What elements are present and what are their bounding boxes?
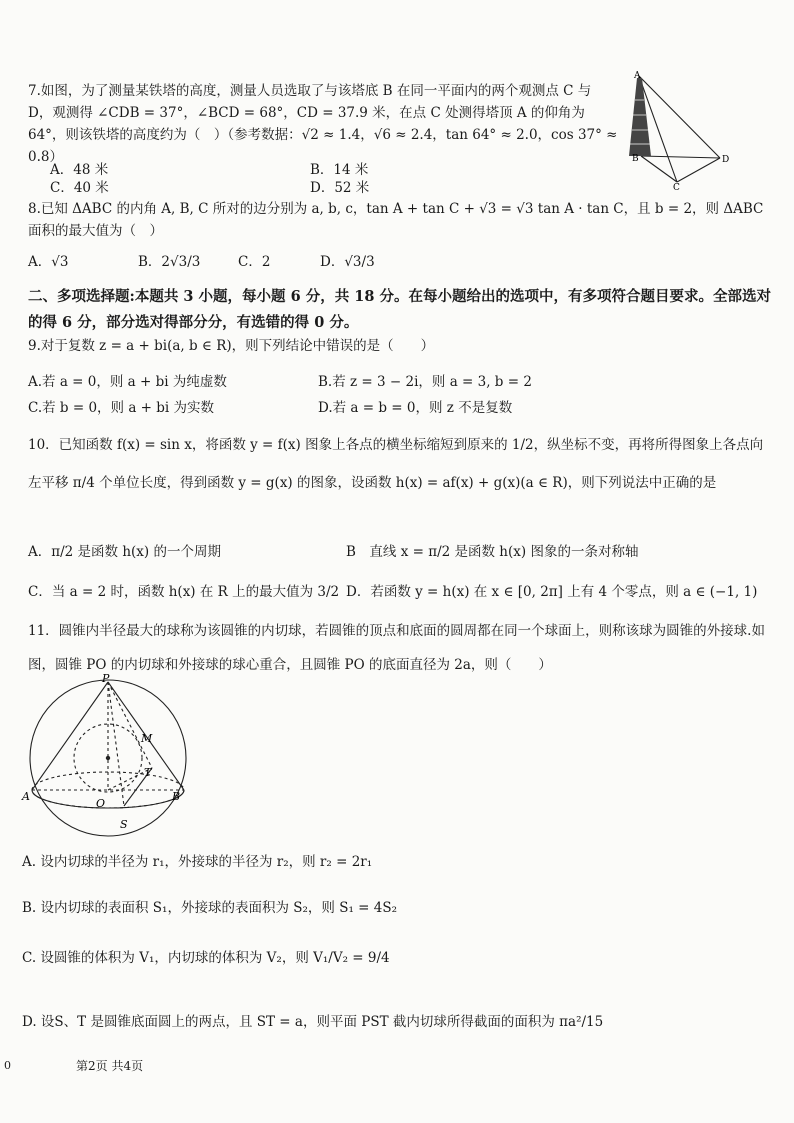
- question-11-text: 11．圆锥内半径最大的球称为该圆锥的内切球，若圆锥的顶点和底面的圆周都在同一个球面上，则称该球为圆锥的外接球.如图，圆锥 PO 的内切球和外接球的球心重合，且圆锥 PO 的底面直径为 2a，则（ ）: [28, 623, 765, 673]
- q8-option-a[interactable]: A．√3: [28, 254, 69, 270]
- cone-label-p: P: [102, 672, 110, 685]
- q10-option-d[interactable]: D．若函数 y = h(x) 在 x ∈ [0, 2π] 上有 4 个零点，则 a ∈ (−1, 1): [346, 584, 758, 600]
- page-number: 第2页 共4页: [76, 1059, 144, 1073]
- q10-option-a[interactable]: A．π/2 是函数 h(x) 的一个周期: [28, 544, 221, 560]
- q11-option-a[interactable]: A. 设内切球的半径为 r₁，外接球的半径为 r₂，则 r₂ = 2r₁: [22, 854, 373, 870]
- corner-mark: 0: [4, 1059, 11, 1072]
- q9-option-b[interactable]: B.若 z = 3 − 2i，则 a = 3, b = 2: [318, 374, 532, 390]
- section-2-heading: 二、多项选择题:本题共 3 小题，每小题 6 分，共 18 分。在每小题给出的选项中，有多项符合题目要求。全部选对的得 6 分，部分选对得部分分，有选错的得 0 分。: [28, 288, 771, 331]
- cone-label-m: M: [141, 732, 153, 745]
- q7-option-d[interactable]: D．52 米: [310, 180, 370, 196]
- tower-figure: [615, 70, 745, 190]
- question-7-text: 7.如图，为了测量某铁塔的高度，测量人员选取了与该塔底 B 在同一平面内的两个观测点 C 与 D，观测得 ∠CDB = 37°，∠BCD = 68°，CD = 37.9 米，在点 C 处测得塔顶 A 的仰角为 64°，则该铁塔的高度约为（ ）（参考数据：√2 ≈ 1.4，√6 ≈ 2.4，tan 64° ≈ 2.0，cos 37° ≈ 0.8）: [28, 83, 618, 165]
- q11-option-d[interactable]: D. 设S、T 是圆锥底面圆上的两点，且 ST = a，则平面 PST 截内切球所得截面的面积为 πa²/15: [22, 1014, 604, 1030]
- question-9-text: 9.对于复数 z = a + bi(a, b ∈ R)，则下列结论中错误的是（ ）: [28, 338, 435, 354]
- q8-option-d[interactable]: D．√3/3: [320, 254, 375, 270]
- q9-option-c[interactable]: C.若 b = 0，则 a + bi 为实数: [28, 400, 215, 416]
- tower-label-d: D: [722, 155, 730, 165]
- cone-label-o: O: [96, 797, 106, 810]
- q9-option-d[interactable]: D.若 a = b = 0，则 z 不是复数: [318, 400, 513, 416]
- question-8-text: 8.已知 ΔABC 的内角 A, B, C 所对的边分别为 a, b, c，tan A + tan C + √3 = √3 tan A · tan C，且 b = 2，则 ΔABC 面积的最大值为（ ）: [28, 201, 764, 239]
- question-10-text: 10．已知函数 f(x) = sin x，将函数 y = f(x) 图象上各点的横坐标缩短到原来的 1/2，纵坐标不变，再将所得图象上各点向左平移 π/4 个单位长度，得到函数 y = g(x) 的图象，设函数 h(x) = af(x) + g(x)(a ∈ R)，则下列说法中正确的是: [28, 437, 764, 491]
- q7-option-c[interactable]: C．40 米: [50, 180, 109, 196]
- tower-label-b: B: [632, 154, 639, 164]
- q9-option-a[interactable]: A.若 a = 0，则 a + bi 为纯虚数: [28, 374, 227, 390]
- tower-label-a: A: [634, 71, 641, 81]
- cone-label-t: T: [144, 766, 152, 779]
- cone-label-b: B: [172, 790, 181, 803]
- q11-option-b[interactable]: B. 设内切球的表面积 S₁，外接球的表面积为 S₂，则 S₁ = 4S₂: [22, 900, 398, 916]
- cone-label-a: A: [22, 790, 30, 803]
- q8-option-b[interactable]: B．2√3/3: [138, 254, 201, 270]
- q7-option-b[interactable]: B．14 米: [310, 162, 369, 178]
- q7-option-a[interactable]: A．48 米: [50, 162, 109, 178]
- cone-label-s: S: [120, 818, 128, 831]
- q8-option-c[interactable]: C．2: [238, 254, 271, 270]
- tower-label-c: C: [673, 183, 680, 190]
- q11-option-c[interactable]: C. 设圆锥的体积为 V₁，内切球的体积为 V₂，则 V₁/V₂ = 9/4: [22, 950, 390, 966]
- cone-sphere-figure: [20, 670, 200, 840]
- q10-option-b[interactable]: B 直线 x = π/2 是函数 h(x) 图象的一条对称轴: [346, 544, 639, 560]
- q10-option-c[interactable]: C．当 a = 2 时，函数 h(x) 在 R 上的最大值为 3/2: [28, 584, 340, 600]
